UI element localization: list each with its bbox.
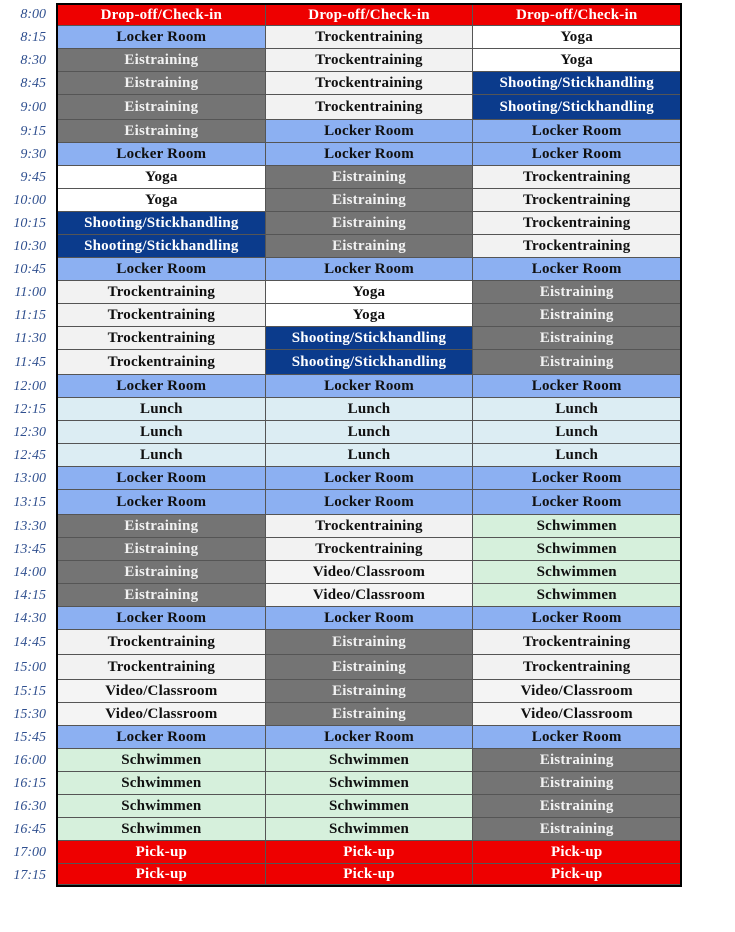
activity-cell: Schwimmen (473, 515, 680, 538)
row-cells (56, 607, 682, 630)
activity-cell: Lunch (266, 398, 474, 421)
row-cells (56, 258, 682, 281)
activity-cell: Schwimmen (58, 772, 266, 795)
activity-cell: Yoga (473, 26, 680, 49)
time-label: 13:15 (13, 494, 46, 510)
time-label: 10:30 (13, 238, 46, 254)
activity-cell: Locker Room (58, 143, 266, 166)
time-label: 9:45 (20, 169, 46, 185)
schedule-row (0, 630, 735, 655)
activity-cell: Locker Room (58, 467, 266, 490)
schedule-row (0, 120, 735, 143)
activity-cell: Eistraining (473, 795, 680, 818)
activity-cell: Trockentraining (58, 281, 266, 304)
time-label: 15:00 (13, 659, 46, 675)
time-label: 11:15 (14, 307, 46, 323)
activity-cell: Trockentraining (58, 327, 266, 350)
activity-cell: Schwimmen (58, 818, 266, 841)
time-label: 9:15 (20, 123, 46, 139)
row-cells (56, 772, 682, 795)
row-cells (56, 143, 682, 166)
row-cells (56, 841, 682, 864)
activity-cell: Lunch (266, 444, 474, 467)
row-cells (56, 3, 682, 26)
activity-cell: Drop-off/Check-in (473, 5, 680, 26)
schedule-row (0, 444, 735, 467)
activity-cell: Locker Room (266, 726, 474, 749)
row-cells (56, 490, 682, 515)
activity-cell: Video/Classroom (58, 703, 266, 726)
activity-cell: Yoga (58, 189, 266, 212)
activity-cell: Locker Room (266, 143, 474, 166)
row-cells (56, 189, 682, 212)
schedule-row (0, 281, 735, 304)
activity-cell: Eistraining (473, 281, 680, 304)
row-cells (56, 235, 682, 258)
time-label: 14:45 (13, 634, 46, 650)
activity-cell: Locker Room (473, 375, 680, 398)
activity-cell: Eistraining (473, 749, 680, 772)
time-label: 8:00 (20, 6, 46, 22)
activity-cell: Eistraining (58, 120, 266, 143)
schedule-row (0, 655, 735, 680)
activity-cell: Eistraining (266, 235, 474, 258)
schedule-row (0, 304, 735, 327)
activity-cell: Trockentraining (266, 538, 474, 561)
activity-cell: Video/Classroom (266, 561, 474, 584)
activity-cell: Locker Room (58, 726, 266, 749)
activity-cell: Trockentraining (266, 49, 474, 72)
row-cells (56, 561, 682, 584)
activity-cell: Lunch (266, 421, 474, 444)
time-label: 12:15 (13, 401, 46, 417)
activity-cell: Trockentraining (473, 212, 680, 235)
activity-cell: Trockentraining (473, 630, 680, 655)
time-label: 10:45 (13, 261, 46, 277)
activity-cell: Trockentraining (473, 189, 680, 212)
schedule-row (0, 3, 735, 26)
activity-cell: Trockentraining (266, 515, 474, 538)
row-cells (56, 515, 682, 538)
time-label: 15:30 (13, 706, 46, 722)
activity-cell: Drop-off/Check-in (266, 5, 474, 26)
row-cells (56, 795, 682, 818)
activity-cell: Trockentraining (58, 304, 266, 327)
schedule-row (0, 561, 735, 584)
activity-cell: Trockentraining (58, 655, 266, 680)
activity-cell: Eistraining (266, 680, 474, 703)
time-label: 15:15 (13, 683, 46, 699)
activity-cell: Locker Room (266, 490, 474, 515)
time-label: 14:00 (13, 564, 46, 580)
time-label: 14:15 (13, 587, 46, 603)
activity-cell: Trockentraining (58, 350, 266, 375)
schedule-row (0, 490, 735, 515)
activity-cell: Locker Room (58, 490, 266, 515)
row-cells (56, 703, 682, 726)
schedule-row (0, 421, 735, 444)
activity-cell: Eistraining (473, 818, 680, 841)
schedule-row (0, 703, 735, 726)
activity-cell: Locker Room (266, 258, 474, 281)
activity-cell: Trockentraining (266, 72, 474, 95)
row-cells (56, 72, 682, 95)
row-cells (56, 655, 682, 680)
schedule-row (0, 818, 735, 841)
activity-cell: Schwimmen (266, 749, 474, 772)
activity-cell: Trockentraining (473, 235, 680, 258)
activity-cell: Eistraining (266, 166, 474, 189)
activity-cell: Schwimmen (266, 818, 474, 841)
time-label: 8:30 (20, 52, 46, 68)
activity-cell: Trockentraining (266, 95, 474, 120)
schedule-row (0, 772, 735, 795)
row-cells (56, 327, 682, 350)
row-cells (56, 444, 682, 467)
schedule-row (0, 680, 735, 703)
row-cells (56, 818, 682, 841)
activity-cell: Eistraining (58, 49, 266, 72)
activity-cell: Shooting/Stickhandling (266, 327, 474, 350)
schedule-row (0, 607, 735, 630)
time-label: 16:15 (13, 775, 46, 791)
activity-cell: Locker Room (473, 490, 680, 515)
activity-cell: Pick-up (266, 864, 474, 885)
row-cells (56, 421, 682, 444)
activity-cell: Schwimmen (58, 795, 266, 818)
activity-cell: Locker Room (58, 375, 266, 398)
row-cells (56, 680, 682, 703)
row-cells (56, 467, 682, 490)
activity-cell: Locker Room (473, 607, 680, 630)
schedule-row (0, 515, 735, 538)
time-label: 8:45 (20, 75, 46, 91)
activity-cell: Locker Room (266, 467, 474, 490)
schedule-table (0, 3, 735, 887)
row-cells (56, 398, 682, 421)
activity-cell: Trockentraining (58, 630, 266, 655)
activity-cell: Locker Room (266, 375, 474, 398)
schedule-row (0, 189, 735, 212)
schedule-row (0, 538, 735, 561)
activity-cell: Eistraining (473, 772, 680, 795)
activity-cell: Locker Room (58, 26, 266, 49)
activity-cell: Video/Classroom (58, 680, 266, 703)
activity-cell: Lunch (58, 398, 266, 421)
activity-cell: Eistraining (58, 72, 266, 95)
activity-cell: Locker Room (473, 258, 680, 281)
time-label: 11:45 (14, 354, 46, 370)
activity-cell: Pick-up (473, 864, 680, 885)
time-label: 13:45 (13, 541, 46, 557)
row-cells (56, 538, 682, 561)
activity-cell: Lunch (473, 421, 680, 444)
time-label: 12:30 (13, 424, 46, 440)
row-cells (56, 212, 682, 235)
schedule-row (0, 72, 735, 95)
time-label: 16:30 (13, 798, 46, 814)
activity-cell: Pick-up (58, 864, 266, 885)
activity-cell: Schwimmen (473, 584, 680, 607)
activity-cell: Locker Room (473, 143, 680, 166)
activity-cell: Pick-up (58, 841, 266, 864)
row-cells (56, 304, 682, 327)
schedule-row (0, 398, 735, 421)
schedule-row (0, 49, 735, 72)
activity-cell: Schwimmen (266, 772, 474, 795)
row-cells (56, 95, 682, 120)
activity-cell: Locker Room (266, 120, 474, 143)
activity-cell: Eistraining (58, 95, 266, 120)
activity-cell: Shooting/Stickhandling (473, 72, 680, 95)
schedule-row (0, 350, 735, 375)
time-label: 10:15 (13, 215, 46, 231)
time-label: 15:45 (13, 729, 46, 745)
time-label: 9:30 (20, 146, 46, 162)
activity-cell: Video/Classroom (473, 680, 680, 703)
time-label: 11:30 (14, 330, 46, 346)
row-cells (56, 584, 682, 607)
activity-cell: Eistraining (266, 212, 474, 235)
activity-cell: Schwimmen (58, 749, 266, 772)
activity-cell: Schwimmen (473, 538, 680, 561)
row-cells (56, 166, 682, 189)
activity-cell: Trockentraining (473, 655, 680, 680)
row-cells (56, 726, 682, 749)
time-label: 12:00 (13, 378, 46, 394)
row-cells (56, 26, 682, 49)
schedule-row (0, 467, 735, 490)
activity-cell: Shooting/Stickhandling (58, 212, 266, 235)
row-cells (56, 120, 682, 143)
schedule-row (0, 749, 735, 772)
activity-cell: Shooting/Stickhandling (58, 235, 266, 258)
activity-cell: Shooting/Stickhandling (266, 350, 474, 375)
activity-cell: Eistraining (473, 304, 680, 327)
schedule-row (0, 841, 735, 864)
activity-cell: Eistraining (473, 350, 680, 375)
schedule-row (0, 95, 735, 120)
activity-cell: Eistraining (266, 189, 474, 212)
activity-cell: Pick-up (473, 841, 680, 864)
activity-cell: Video/Classroom (266, 584, 474, 607)
row-cells (56, 630, 682, 655)
activity-cell: Shooting/Stickhandling (473, 95, 680, 120)
activity-cell: Eistraining (58, 584, 266, 607)
time-label: 9:00 (20, 99, 46, 115)
activity-cell: Schwimmen (266, 795, 474, 818)
schedule-row (0, 375, 735, 398)
time-label: 10:00 (13, 192, 46, 208)
activity-cell: Locker Room (473, 120, 680, 143)
schedule-row (0, 166, 735, 189)
schedule-row (0, 864, 735, 887)
time-label: 12:45 (13, 447, 46, 463)
schedule-row (0, 26, 735, 49)
activity-cell: Drop-off/Check-in (58, 5, 266, 26)
schedule-row (0, 258, 735, 281)
time-label: 16:00 (13, 752, 46, 768)
activity-cell: Schwimmen (473, 561, 680, 584)
schedule-row (0, 726, 735, 749)
activity-cell: Yoga (473, 49, 680, 72)
activity-cell: Eistraining (58, 561, 266, 584)
time-label: 13:00 (13, 470, 46, 486)
row-cells (56, 281, 682, 304)
activity-cell: Locker Room (58, 607, 266, 630)
activity-cell: Pick-up (266, 841, 474, 864)
activity-cell: Locker Room (266, 607, 474, 630)
schedule-row (0, 584, 735, 607)
schedule-row (0, 143, 735, 166)
activity-cell: Eistraining (266, 655, 474, 680)
activity-cell: Yoga (266, 281, 474, 304)
activity-cell: Yoga (58, 166, 266, 189)
activity-cell: Lunch (473, 444, 680, 467)
time-label: 17:00 (13, 844, 46, 860)
schedule-row (0, 212, 735, 235)
time-label: 8:15 (20, 29, 46, 45)
time-label: 11:00 (14, 284, 46, 300)
activity-cell: Eistraining (266, 630, 474, 655)
activity-cell: Lunch (58, 444, 266, 467)
row-cells (56, 375, 682, 398)
activity-cell: Eistraining (473, 327, 680, 350)
time-label: 13:30 (13, 518, 46, 534)
activity-cell: Eistraining (266, 703, 474, 726)
time-label: 16:45 (13, 821, 46, 837)
activity-cell: Eistraining (58, 515, 266, 538)
activity-cell: Eistraining (58, 538, 266, 561)
activity-cell: Locker Room (473, 467, 680, 490)
row-cells (56, 350, 682, 375)
row-cells (56, 864, 682, 887)
activity-cell: Locker Room (473, 726, 680, 749)
schedule-row (0, 327, 735, 350)
schedule-row (0, 235, 735, 258)
activity-cell: Locker Room (58, 258, 266, 281)
activity-cell: Lunch (473, 398, 680, 421)
row-cells (56, 749, 682, 772)
schedule-row (0, 795, 735, 818)
row-cells (56, 49, 682, 72)
activity-cell: Video/Classroom (473, 703, 680, 726)
activity-cell: Yoga (266, 304, 474, 327)
time-label: 14:30 (13, 610, 46, 626)
activity-cell: Trockentraining (266, 26, 474, 49)
time-label: 17:15 (13, 867, 46, 883)
activity-cell: Lunch (58, 421, 266, 444)
activity-cell: Trockentraining (473, 166, 680, 189)
